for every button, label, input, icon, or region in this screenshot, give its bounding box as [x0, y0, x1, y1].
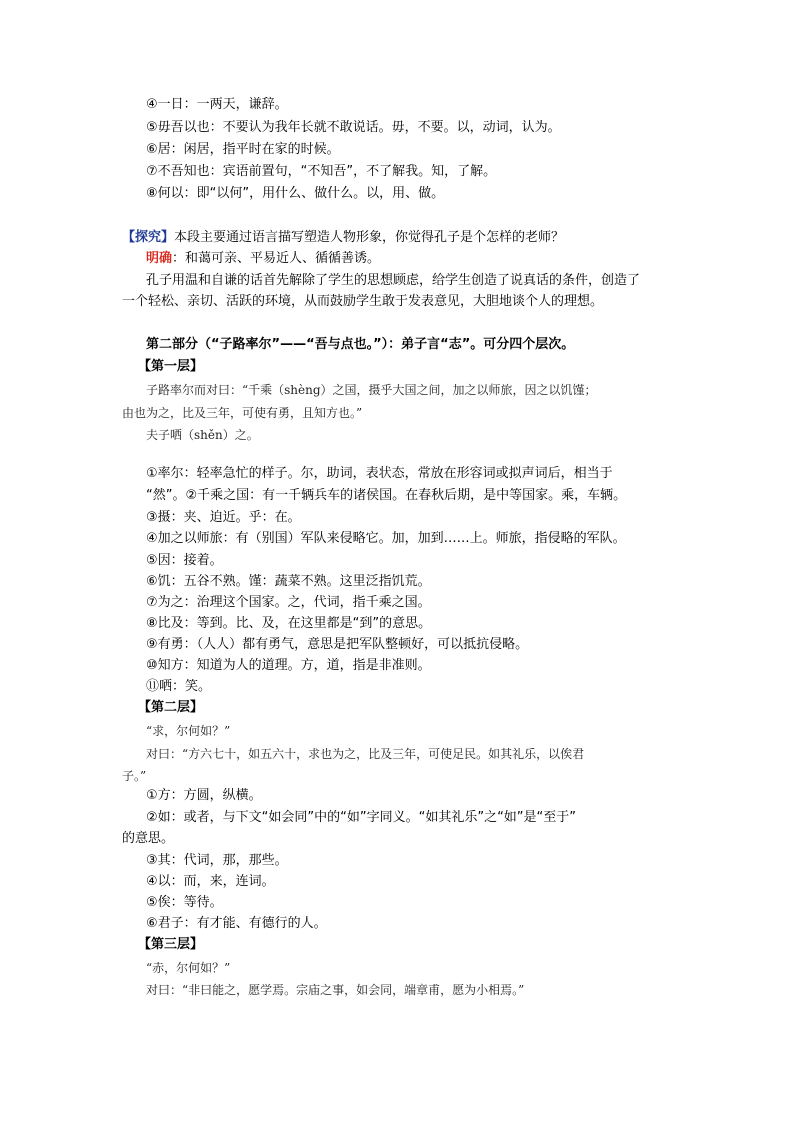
answer-text: 和蔼可亲、平易近人、循循善诱。 — [185, 251, 381, 266]
layer-title: 【第二层】 — [138, 700, 204, 715]
note-line: ⑪哂：笑。 — [146, 679, 212, 694]
note-line: ⑤因：接着。 — [146, 553, 223, 568]
quote-line: 子路率尔而对曰：“千乘（shèng）之国，摄乎大国之间，加之以师旅，因之以饥馑； — [146, 383, 597, 397]
note-line: ⑦为之：治理这个国家。之，代词，指千乘之国。 — [146, 595, 431, 610]
quote-line: 由也为之，比及三年，可使有勇，且知方也。” — [122, 406, 363, 420]
note-line: ④以：而，来，连词。 — [146, 874, 275, 889]
note-line: ⑥饥：五谷不熟。馑：蔬菜不熟。这里泛指饥荒。 — [146, 574, 431, 589]
note-line: ②如：或者，与下文“如会同”中的“如”字同义。“如其礼乐”之“如”是“至于” — [146, 810, 577, 825]
quote-line: 子。” — [122, 769, 147, 783]
note-line: ⑨有勇：（人人）都有勇气，意思是把军队整顿好，可以抵抗侵略。 — [146, 637, 529, 652]
note-line: ③其：代词，那，那些。 — [146, 853, 288, 868]
layer-title: 【第三层】 — [138, 937, 204, 952]
layer-title: 【第一层】 — [138, 359, 204, 374]
inquiry-tag: 【探究】 — [122, 230, 175, 245]
quote-line: “求，尔何如？” — [146, 724, 231, 738]
note-line: ⑤毋吾以也：不要认为我年长就不敢说话。毋，不要。以，动词，认为。 — [146, 120, 561, 135]
note-line: ⑥君子：有才能、有德行的人。 — [146, 916, 327, 931]
quote-line: 对曰：“非曰能之，愿学焉。宗庙之事，如会同，端章甫，愿为小相焉。” — [146, 983, 525, 997]
quote-line: 对曰：“方六七十，如五六十，求也为之，比及三年，可使足民。如其礼乐，以俟君 — [146, 747, 585, 761]
note-line: ⑧何以：即“以何”，用什么、做什么。以，用、做。 — [146, 186, 445, 201]
note-line: ④加之以师旅：有（别国）军队来侵略它。加，加到……上。师旅，指侵略的军队。 — [146, 531, 626, 546]
note-line: ①率尔：轻率急忙的样子。尔，助词，表状态，常放在形容词或拟声词后，相当于 — [146, 466, 613, 481]
note-line: “然”。②千乘之国：有一千辆兵车的诸侯国。在春秋后期，是中等国家。乘，车辆。 — [146, 488, 627, 503]
note-line: ⑩知方：知道为人的道理。方，道，指是非准则。 — [146, 658, 431, 673]
inquiry-question: 本段主要通过语言描写塑造人物形象，你觉得孔子是个怎样的老师？ — [174, 230, 565, 245]
note-line: ⑦不吾知也：宾语前置句，“不知吾”，不了解我。知，了解。 — [146, 164, 497, 179]
inquiry-paragraph-line: 一个轻松、亲切、活跃的环境，从而鼓励学生敢于发表意见，大胆地谈个人的理想。 — [122, 294, 604, 309]
note-line: ③摄：夹、迫近。乎：在。 — [146, 510, 301, 525]
quote-line: 夫子哂（shěn）之。 — [146, 428, 259, 442]
note-line: 的意思。 — [122, 831, 175, 846]
section-heading: 第二部分（“子路率尔”——“吾与点也。”）：弟子言“志”。可分四个层次。 — [146, 337, 575, 352]
inquiry-paragraph-line: 孔子用温和自谦的话首先解除了学生的思想顾虑，给学生创造了说真话的条件，创造了 — [146, 273, 641, 288]
note-line: ⑤俟：等待。 — [146, 895, 223, 910]
quote-line: “赤，尔何如？” — [146, 961, 231, 975]
inquiry-answer-line — [146, 250, 380, 268]
note-line: ④一日：一两天，谦辞。 — [146, 97, 288, 112]
answer-separator: ： — [172, 251, 186, 266]
answer-label: 明确 — [146, 251, 173, 266]
note-line: ⑧比及：等到。比、及，在这里都是“到”的意思。 — [146, 616, 432, 631]
inquiry-question-line — [122, 229, 564, 247]
note-line: ①方：方圆，纵横。 — [146, 788, 262, 803]
note-line: ⑥居：闲居，指平时在家的时候。 — [146, 142, 340, 157]
